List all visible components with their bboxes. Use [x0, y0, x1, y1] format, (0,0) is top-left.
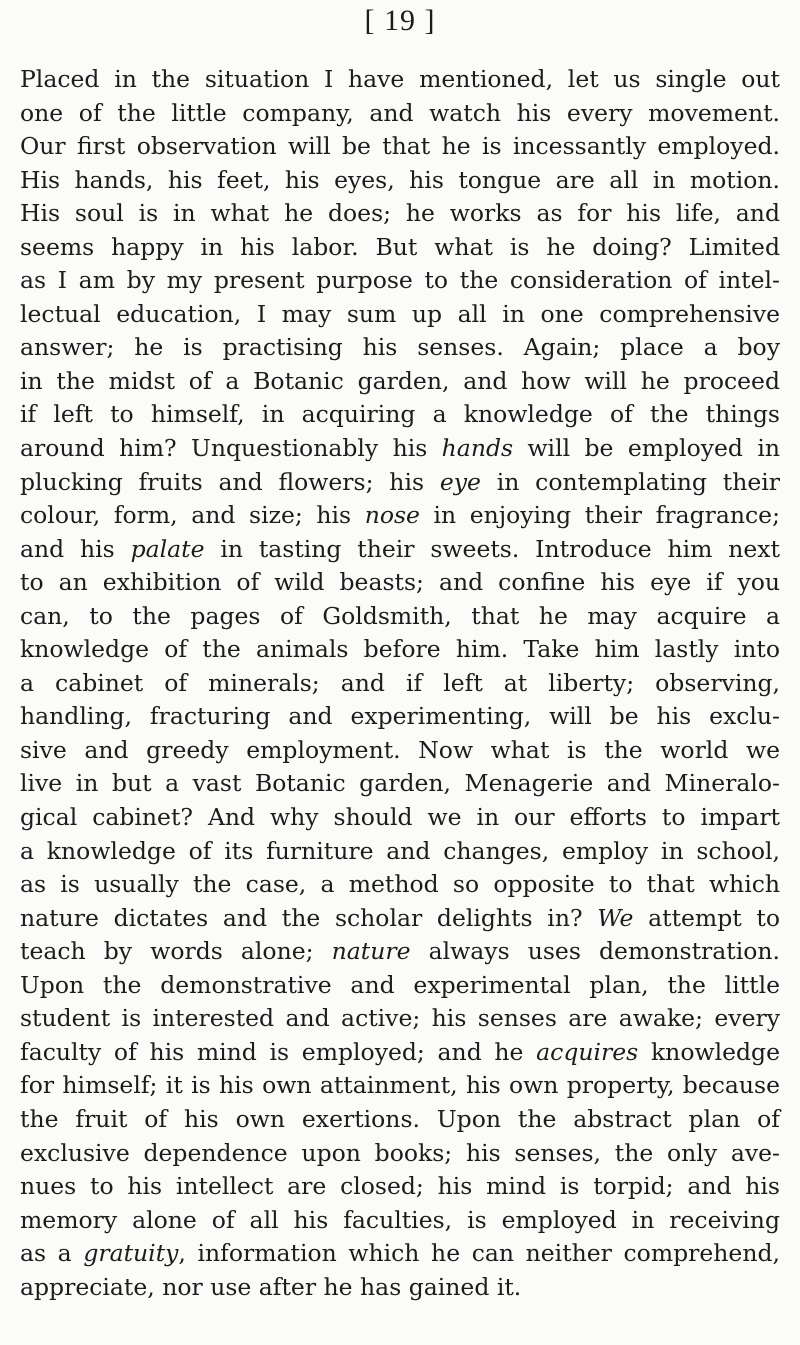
italic-emphasis: nose [364, 501, 420, 530]
text-line: His hands, his feet, his eyes, his tongue are all in motion. [20, 165, 780, 194]
text-line: nature dictates and the scholar delights in? We attempt to [20, 903, 781, 932]
text-line: and his palate in tasting their sweets. Introduce him next [20, 534, 780, 563]
text-line: knowledge of the animals before him. Take him lastly into [20, 635, 780, 664]
text-line: teach by words alone; nature always uses demonstration. [20, 937, 780, 966]
text-line: sive and greedy employment. Now what is the world we [20, 735, 780, 764]
text-line: Our first observation will be that he is incessantly employed. [20, 132, 780, 161]
text-line-final: appreciate, nor use after he has gained it. [20, 1272, 522, 1301]
text-line: as I am by my present purpose to the consideration of intel- [20, 266, 780, 295]
body-text [20, 63, 780, 1304]
text-line: for himself; it is his own attainment, his own property, because [20, 1071, 780, 1100]
italic-emphasis: hands [441, 434, 514, 463]
text-line: the fruit of his own exertions. Upon the abstract plan of [20, 1104, 780, 1133]
text-line: plucking fruits and flowers; his eye in contemplating their [20, 467, 780, 496]
text-line: handling, fracturing and experimenting, will be his exclu- [20, 702, 780, 731]
italic-emphasis: palate [130, 534, 205, 563]
text-line: Upon the demonstrative and experimental plan, the little [20, 970, 780, 999]
italic-emphasis: We [597, 903, 634, 932]
text-line: around him? Unquestionably his hands will be employed in [20, 434, 780, 463]
italic-emphasis: nature [331, 937, 411, 966]
text-line: colour, form, and size; his nose in enjoying their fragrance; [20, 501, 780, 530]
italic-emphasis: acquires [536, 1037, 639, 1066]
text-line: in the midst of a Botanic garden, and how will he proceed [20, 366, 780, 395]
italic-emphasis: eye [439, 467, 481, 496]
text-line: student is interested and active; his senses are awake; every [20, 1004, 780, 1033]
text-line: if left to himself, in acquiring a knowledge of the things [20, 400, 780, 429]
text-line: nues to his intellect are closed; his mind is torpid; and his [20, 1172, 780, 1201]
text-line: one of the little company, and watch his every movement. [20, 98, 780, 127]
text-line: can, to the pages of Goldsmith, that he may acquire a [20, 601, 780, 630]
text-line: as a gratuity, information which he can neither comprehend, [20, 1239, 780, 1268]
text-line: a knowledge of its furniture and changes, employ in school, [20, 836, 780, 865]
italic-emphasis: gratuity [83, 1239, 179, 1268]
text-line: memory alone of all his faculties, is employed in receiving [20, 1205, 780, 1234]
text-line: gical cabinet? And why should we in our efforts to impart [20, 803, 780, 832]
text-line: exclusive dependence upon books; his senses, the only ave- [20, 1138, 780, 1167]
text-line: a cabinet of minerals; and if left at liberty; observing, [20, 668, 780, 697]
text-line: answer; he is practising his senses. Again; place a boy [20, 333, 780, 362]
text-line: faculty of his mind is employed; and he acquires knowledge [20, 1037, 780, 1066]
text-line: Placed in the situation I have mentioned, let us single out [20, 65, 780, 93]
text-line: as is usually the case, a method so opposite to that which [20, 870, 780, 899]
text-line: live in but a vast Botanic garden, Menagerie and Mineralo- [20, 769, 780, 798]
text-line: lectual education, I may sum up all in one comprehensive [20, 299, 780, 328]
text-line: His soul is in what he does; he works as for his life, and [20, 199, 780, 228]
page-number: [ 19 ] [364, 4, 436, 37]
text-line: seems happy in his labor. But what is he doing? Limited [20, 232, 780, 261]
text-line: to an exhibition of wild beasts; and confine his eye if you [20, 568, 780, 597]
